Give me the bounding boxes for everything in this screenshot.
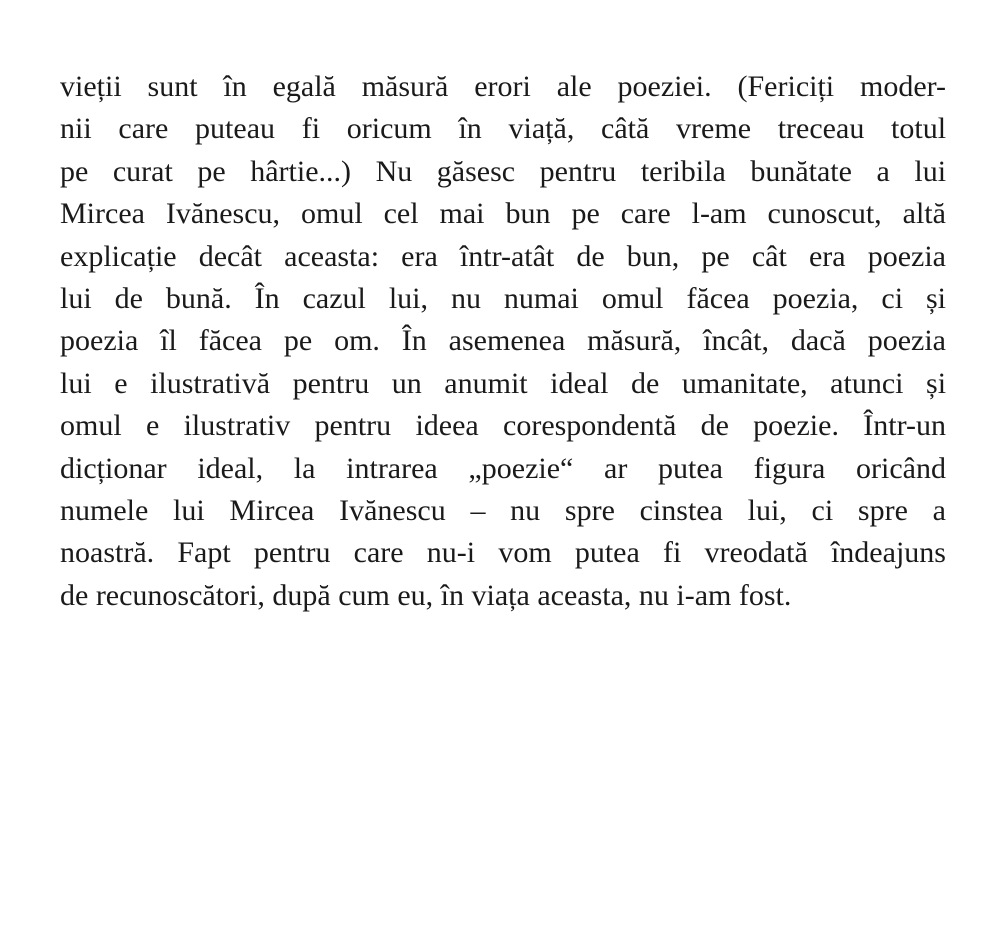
text-line: numele lui Mircea Ivănescu – nu spre cinstea lui, ci spre a [60,493,946,527]
text-line: dicționar ideal, la intrarea „poezie“ ar putea figura oricând [60,451,946,485]
text-line: lui de bună. În cazul lui, nu numai omul făcea poezia, ci și [60,281,946,315]
text-line: de recunoscători, după cum eu, în viața aceasta, nu i-am fost. [60,578,792,612]
text-line: nii care puteau fi oricum în viață, câtă vreme treceau totul [60,112,947,146]
text-line: noastră. Fapt pentru care nu-i vom putea fi vreodată îndeajuns [60,536,946,570]
text-line: omul e ilustrativ pentru ideea corespondentă de poezie. Într-un [60,409,946,443]
text-line: explicație decât aceasta: era într-atât de bun, pe cât era poezia [60,239,946,273]
text-line: Mircea Ivănescu, omul cel mai bun pe care l-am cunoscut, altă [60,197,946,231]
text-line: pe curat pe hârtie...) Nu găsesc pentru teribila bunătate a lui [60,154,947,188]
text-line: lui e ilustrativă pentru un anumit ideal de umanitate, atunci și [60,366,947,400]
text-line: poezia îl făcea pe om. În asemenea măsură, încât, dacă poezia [60,324,946,358]
body-paragraph [60,66,946,617]
text-line: vieții sunt în egală măsură erori ale poeziei. (Fericiți moder- [60,70,947,103]
